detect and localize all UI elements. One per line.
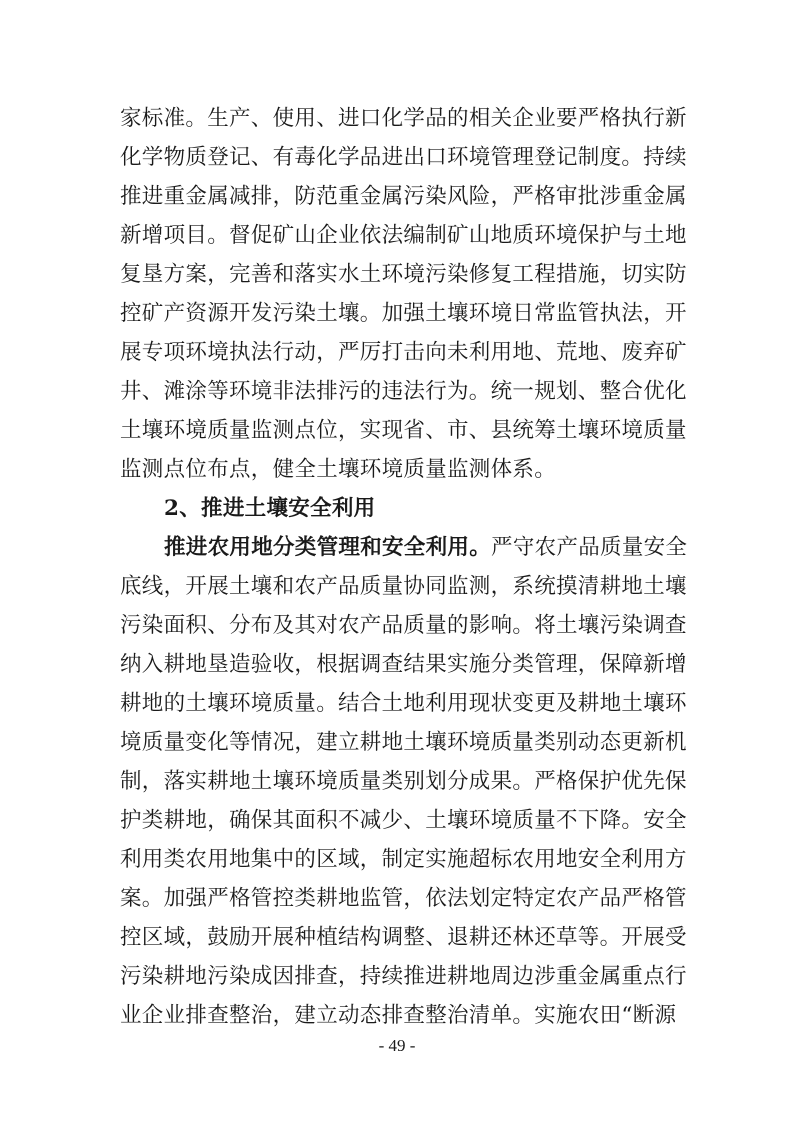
text-line: 护类耕地，确保其面积不减少、土壤环境质量不下降。安全 [120, 808, 687, 833]
text-line: 纳入耕地垦造验收，根据调查结果实施分类管理，保障新增 [120, 652, 687, 677]
text-line: 土壤环境质量监测点位，实现省、市、县统筹土壤环境质量 [120, 418, 687, 443]
text-line: 案。加强严格管控类耕地监管，依法划定特定农产品严格管 [120, 886, 687, 911]
text-line: 复垦方案，完善和落实水土环境污染修复工程措施，切实防 [120, 262, 687, 287]
text-line: 新增项目。督促矿山企业依法编制矿山地质环境保护与土地 [120, 223, 687, 248]
text-line: 控矿产资源开发污染土壤。加强土壤环境日常监管执法，开 [120, 301, 687, 326]
text-line: 监测点位布点，健全土壤环境质量监测体系。 [120, 457, 557, 482]
text-line-first [164, 535, 688, 560]
page-number: - 49 - [378, 1036, 416, 1055]
text-line: 推进重金属减排，防范重金属污染风险，严格审批涉重金属 [120, 184, 687, 209]
text-line: 耕地的土壤环境质量。结合土地利用现状变更及耕地土壤环 [120, 691, 687, 716]
bold-lead: 推进农用地分类管理和安全利用。 [164, 535, 492, 560]
text-line: 利用类农用地集中的区域，制定实施超标农用地安全利用方 [120, 847, 687, 872]
text-line: 底线，开展土壤和农产品质量协同监测，系统摸清耕地土壤 [120, 574, 687, 599]
text-line: 污染面积、分布及其对农产品质量的影响。将土壤污染调查 [120, 613, 687, 638]
text-line: 家标准。生产、使用、进口化学品的相关企业要严格执行新 [120, 106, 687, 131]
section-heading: 2、推进土壤安全利用 [164, 496, 376, 521]
text-line: 污染耕地污染成因排查，持续推进耕地周边涉重金属重点行 [120, 964, 687, 989]
text-line: 井、滩涂等环境非法排污的违法行为。统一规划、整合优化 [120, 379, 687, 404]
text-line: 境质量变化等情况，建立耕地土壤环境质量类别动态更新机 [120, 730, 687, 755]
first-line-rest: 严守农产品质量安全 [491, 535, 688, 560]
text-line: 制，落实耕地土壤环境质量类别划分成果。严格保护优先保 [120, 769, 687, 794]
text-line: 展专项环境执法行动，严厉打击向未利用地、荒地、废弃矿 [120, 340, 687, 365]
text-line: 控区域，鼓励开展种植结构调整、退耕还林还草等。开展受 [120, 925, 687, 950]
text-line: 业企业排查整治，建立动态排查整治清单。实施农田“断源 [120, 1003, 677, 1028]
text-line: 化学物质登记、有毒化学品进出口环境管理登记制度。持续 [120, 145, 687, 170]
